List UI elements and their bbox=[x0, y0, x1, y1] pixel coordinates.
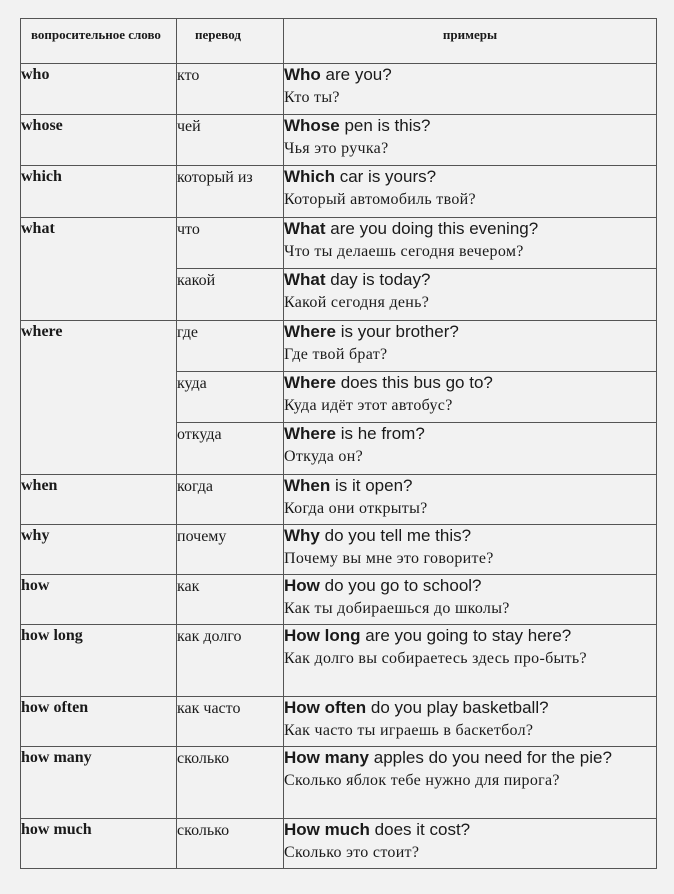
example-en bbox=[284, 475, 656, 497]
example-ru: Где твой брат? bbox=[284, 346, 388, 363]
translation: куда bbox=[177, 372, 284, 423]
example-keyword: How much bbox=[284, 820, 370, 839]
example-ru: Который автомобиль твой? bbox=[284, 191, 476, 208]
example-keyword: What bbox=[284, 270, 326, 289]
example-ru: Сколько это стоит? bbox=[284, 844, 420, 861]
example-en bbox=[284, 321, 656, 343]
example-keyword: How bbox=[284, 576, 320, 595]
example-keyword: Who bbox=[284, 65, 321, 84]
example-en-rest: does this bus go to? bbox=[335, 373, 493, 392]
question-word: which bbox=[21, 166, 177, 218]
example-en-rest: do you tell me this? bbox=[319, 526, 472, 545]
table-row bbox=[21, 321, 657, 372]
translation: какой bbox=[177, 269, 284, 321]
example-en-rest: are you going to stay here? bbox=[360, 626, 572, 645]
table-row bbox=[21, 115, 657, 166]
translation: как часто bbox=[177, 697, 284, 747]
example-en bbox=[284, 218, 656, 240]
example-en-rest: apples do you need for the pie? bbox=[369, 748, 612, 767]
question-word: when bbox=[21, 475, 177, 525]
example-en-rest: pen is this? bbox=[339, 116, 431, 135]
example bbox=[284, 525, 657, 575]
example-en bbox=[284, 166, 656, 188]
example bbox=[284, 115, 657, 166]
question-word: why bbox=[21, 525, 177, 575]
table-row bbox=[21, 575, 657, 625]
example-ru: Чья это ручка? bbox=[284, 140, 389, 157]
example-ru: Как долго вы собираетесь здесь про-быть? bbox=[284, 650, 587, 667]
example bbox=[284, 269, 657, 321]
example-en-rest: are you doing this evening? bbox=[325, 219, 539, 238]
example-keyword: How many bbox=[284, 748, 370, 767]
example-keyword: How long bbox=[284, 626, 361, 645]
translation: сколько bbox=[177, 819, 284, 869]
example-en-rest: are you? bbox=[320, 65, 392, 84]
example-en-rest: day is today? bbox=[325, 270, 431, 289]
example-en-rest: is he from? bbox=[335, 424, 425, 443]
example-en-rest: does it cost? bbox=[369, 820, 471, 839]
example bbox=[284, 819, 657, 869]
translation: как bbox=[177, 575, 284, 625]
example-en bbox=[284, 575, 656, 597]
example-en bbox=[284, 64, 656, 86]
example bbox=[284, 218, 657, 269]
table-row bbox=[21, 525, 657, 575]
example-ru: Сколько яблок тебе нужно для пирога? bbox=[284, 772, 560, 789]
translation: откуда bbox=[177, 423, 284, 475]
header-row bbox=[21, 19, 657, 64]
example-en-rest: is your brother? bbox=[335, 322, 459, 341]
table-row bbox=[21, 218, 657, 269]
example-keyword: Why bbox=[284, 526, 320, 545]
question-word: how bbox=[21, 575, 177, 625]
example-en bbox=[284, 269, 656, 291]
translation: что bbox=[177, 218, 284, 269]
question-word: how long bbox=[21, 625, 177, 697]
example-keyword: Where bbox=[284, 322, 336, 341]
example-en-rest: do you go to school? bbox=[319, 576, 482, 595]
example-keyword: What bbox=[284, 219, 326, 238]
example bbox=[284, 166, 657, 218]
question-words-table bbox=[20, 18, 657, 869]
question-word: where bbox=[21, 321, 177, 475]
example bbox=[284, 575, 657, 625]
translation: чей bbox=[177, 115, 284, 166]
example bbox=[284, 625, 657, 697]
question-word: what bbox=[21, 218, 177, 321]
question-word: how many bbox=[21, 747, 177, 819]
header-examples: примеры bbox=[284, 19, 657, 64]
example-en bbox=[284, 747, 656, 769]
question-word: who bbox=[21, 64, 177, 115]
example bbox=[284, 372, 657, 423]
translation: кто bbox=[177, 64, 284, 115]
example-en-rest: car is yours? bbox=[335, 167, 437, 186]
example-en bbox=[284, 372, 656, 394]
table-row bbox=[21, 475, 657, 525]
example-en-rest: is it open? bbox=[330, 476, 413, 495]
example-keyword: Which bbox=[284, 167, 335, 186]
example-en bbox=[284, 697, 656, 719]
example-keyword: Whose bbox=[284, 116, 340, 135]
translation: как долго bbox=[177, 625, 284, 697]
question-word: how much bbox=[21, 819, 177, 869]
example bbox=[284, 697, 657, 747]
translation: где bbox=[177, 321, 284, 372]
example-ru: Что ты делаешь сегодня вечером? bbox=[284, 243, 524, 260]
translation: сколько bbox=[177, 747, 284, 819]
table-row bbox=[21, 64, 657, 115]
example-en bbox=[284, 115, 656, 137]
example bbox=[284, 475, 657, 525]
table-row bbox=[21, 697, 657, 747]
translation: когда bbox=[177, 475, 284, 525]
example-keyword: Where bbox=[284, 424, 336, 443]
example-ru: Какой сегодня день? bbox=[284, 294, 430, 311]
example-en-rest: do you play basketball? bbox=[366, 698, 549, 717]
example-en bbox=[284, 819, 656, 841]
question-word: how often bbox=[21, 697, 177, 747]
table-row bbox=[21, 819, 657, 869]
example-keyword: When bbox=[284, 476, 331, 495]
translation: почему bbox=[177, 525, 284, 575]
example-en bbox=[284, 625, 656, 647]
example-ru: Как часто ты играешь в баскетбол? bbox=[284, 722, 534, 739]
example bbox=[284, 423, 657, 475]
example-en bbox=[284, 423, 656, 445]
example-ru: Откуда он? bbox=[284, 448, 363, 465]
example-ru: Почему вы мне это говорите? bbox=[284, 550, 494, 567]
example-ru: Когда они открыты? bbox=[284, 500, 428, 517]
header-translation: перевод bbox=[177, 19, 284, 64]
example-ru: Как ты добираешься до школы? bbox=[284, 600, 510, 617]
example bbox=[284, 321, 657, 372]
translation: который из bbox=[177, 166, 284, 218]
question-word: whose bbox=[21, 115, 177, 166]
example-keyword: How often bbox=[284, 698, 367, 717]
example-keyword: Where bbox=[284, 373, 336, 392]
header-word: вопросительное слово bbox=[21, 19, 177, 64]
table-row bbox=[21, 625, 657, 697]
example-en bbox=[284, 525, 656, 547]
example-ru: Кто ты? bbox=[284, 89, 340, 106]
example bbox=[284, 64, 657, 115]
example-ru: Куда идёт этот автобус? bbox=[284, 397, 453, 414]
table-row bbox=[21, 747, 657, 819]
table-row bbox=[21, 166, 657, 218]
example bbox=[284, 747, 657, 819]
